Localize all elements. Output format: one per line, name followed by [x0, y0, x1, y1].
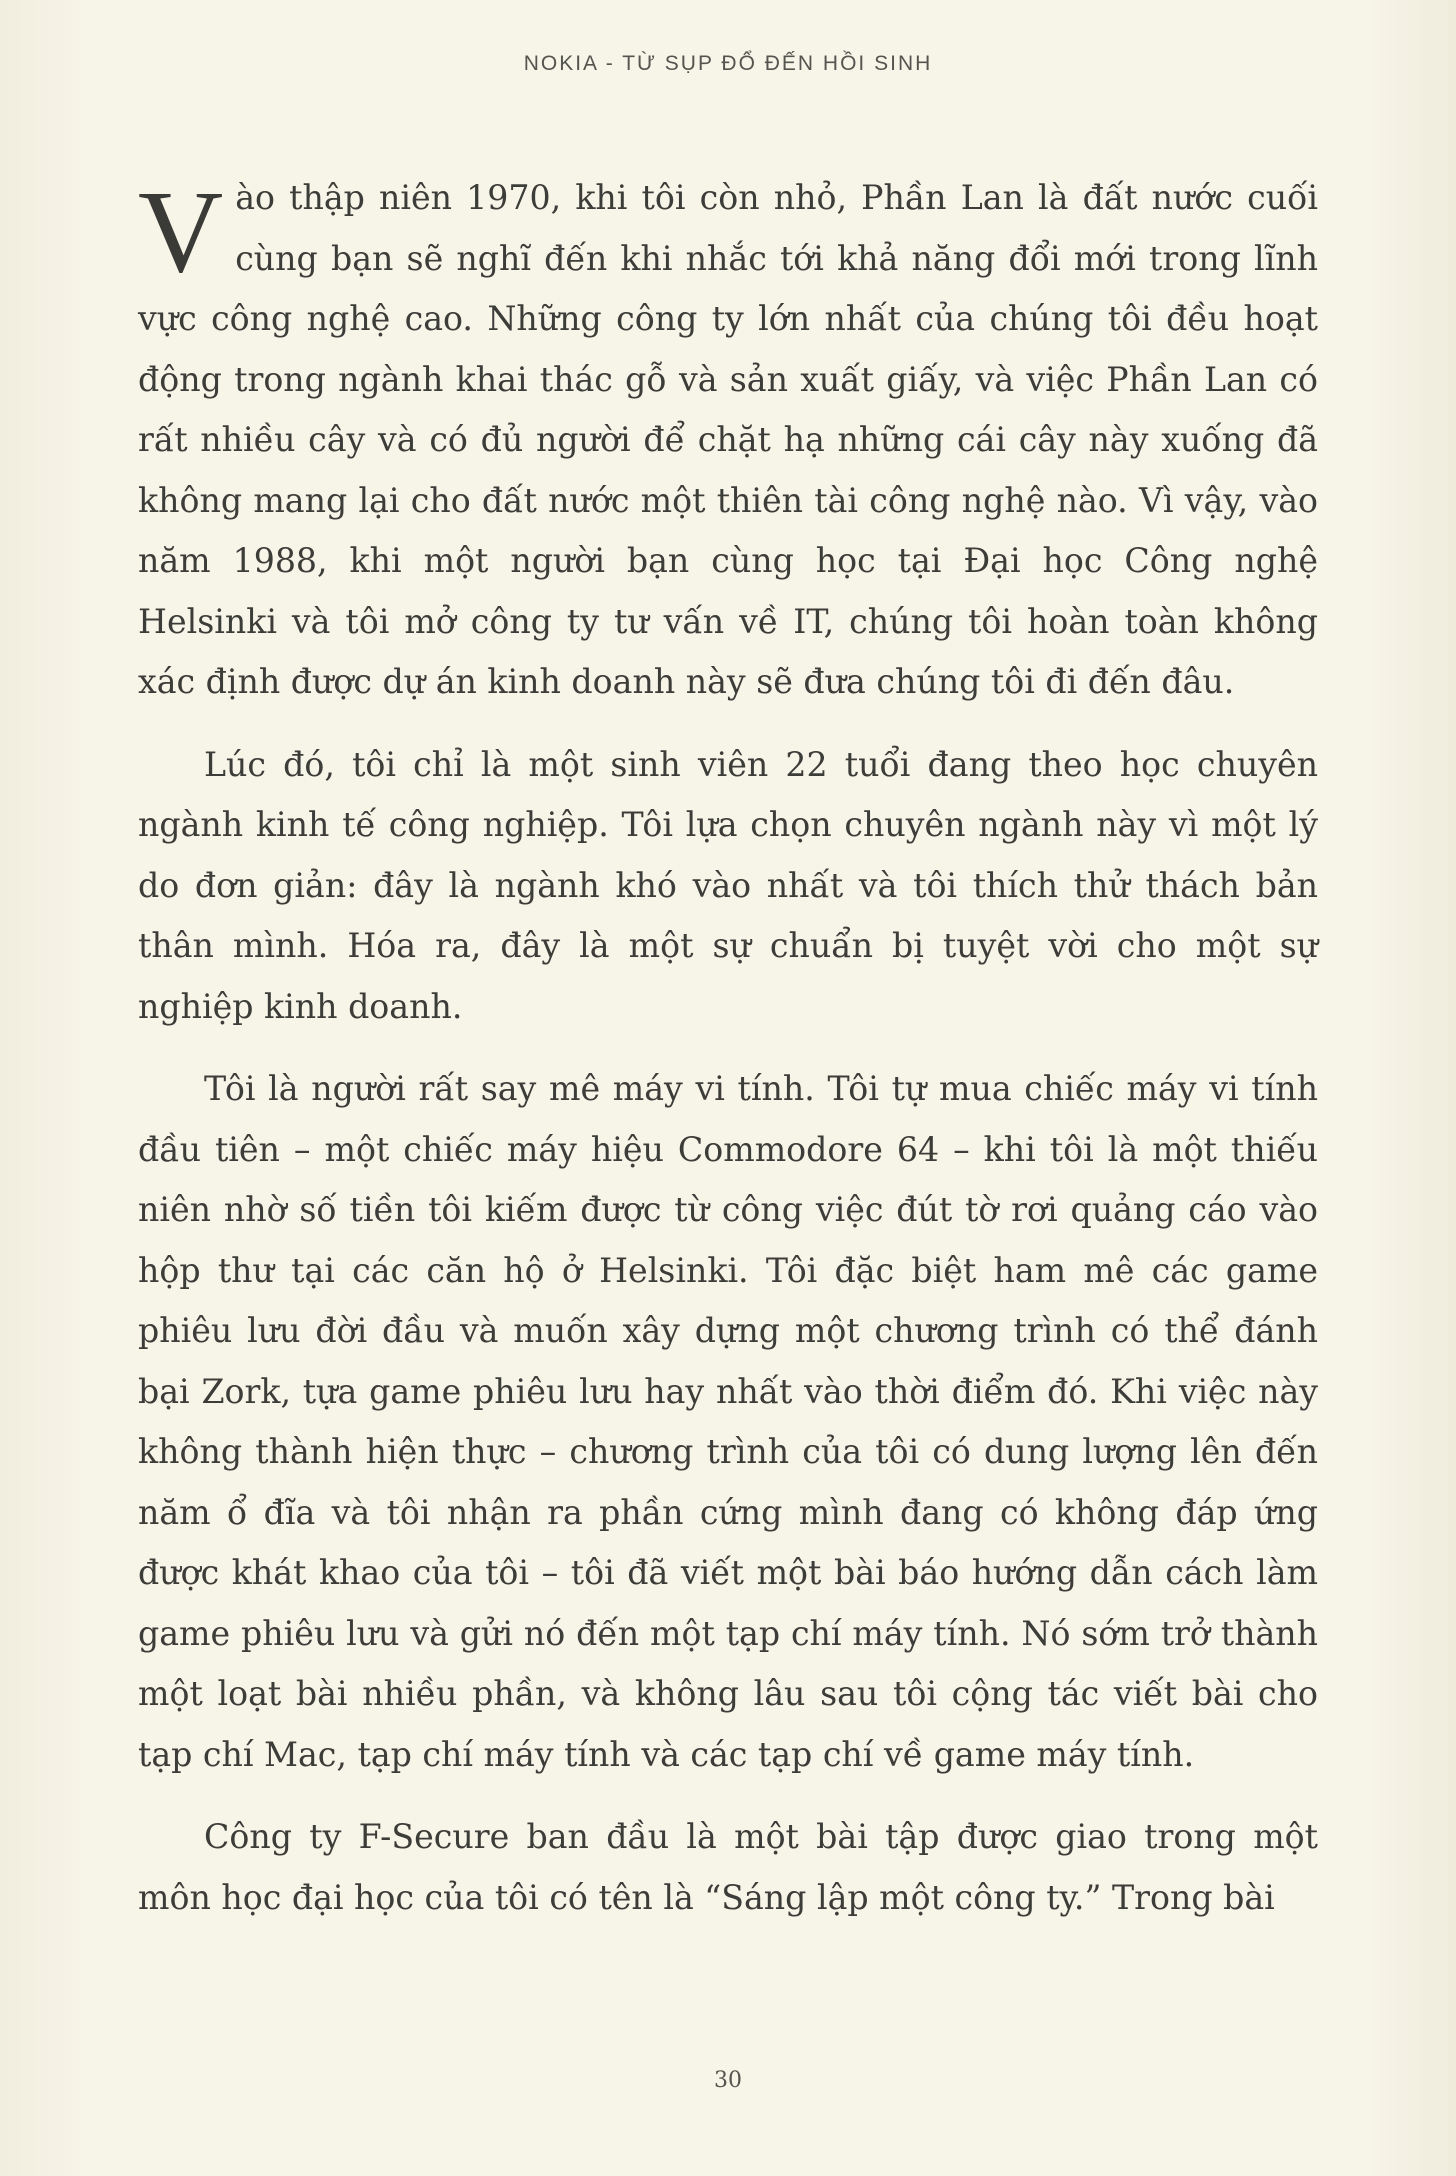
paragraph-4: Công ty F-Secure ban đầu là một bài tập được giao trong một môn học đại học của tôi có tên là “Sáng lập một công ty.” Trong bài — [138, 1817, 1318, 1917]
paragraph-2: Lúc đó, tôi chỉ là một sinh viên 22 tuổi đang theo học chuyên ngành kinh tế công nghiệp. Tôi lựa chọn chuyên ngành này vì một lý do đơn giản: đây là ngành khó vào nhất và tôi thích thử thách bản thân mình. Hóa ra, đây là một sự chuẩn bị tuyệt vời cho một sự nghiệp kinh doanh. — [138, 744, 1318, 1026]
drop-cap: V — [138, 166, 224, 297]
paragraph-3: Tôi là người rất say mê máy vi tính. Tôi tự mua chiếc máy vi tính đầu tiên – một chiếc máy hiệu Commodore 64 – khi tôi là một thiếu niên nhờ số tiền tôi kiếm được từ công việc đút tờ rơi quảng cáo vào hộp thư tại các căn hộ ở Helsinki. Tôi đặc biệt ham mê các game phiêu lưu đời đầu và muốn xây dựng một chương trình có thể đánh bại Zork, tựa game phiêu lưu hay nhất vào thời điểm đó. Khi việc này không thành hiện thực – chương trình của tôi có dung lượng lên đến năm ổ đĩa và tôi nhận ra phần cứng mình đang có không đáp ứng được khát khao của tôi – tôi đã viết một bài báo hướng dẫn cách làm game phiêu lưu và gửi nó đến một tạp chí máy tính. Nó sớm trở thành một loạt bài nhiều phần, và không lâu sau tôi cộng tác viết bài cho tạp chí Mac, tạp chí máy tính và các tạp chí về game máy tính. — [138, 1069, 1318, 1774]
running-header: NOKIA - TỪ SỤP ĐỔ ĐẾN HỒI SINH — [523, 52, 933, 75]
page-number: 30 — [714, 2068, 742, 2093]
body-text — [138, 168, 1318, 1950]
paragraph-1 — [138, 168, 1318, 713]
paragraph-1-text: ào thập niên 1970, khi tôi còn nhỏ, Phần Lan là đất nước cuối cùng bạn sẽ nghĩ đến khi nhắc tới khả năng đổi mới trong lĩnh vực công nghệ cao. Những công ty lớn nhất của chúng tôi đều hoạt động trong ngành khai thác gỗ và sản xuất giấy, và việc Phần Lan có rất nhiều cây và có đủ người để chặt hạ những cái cây này xuống đã không mang lại cho đất nước một thiên tài công nghệ nào. Vì vậy, vào năm 1988, khi một người bạn cùng học tại Đại học Công nghệ Helsinki và tôi mở công ty tư vấn về IT, chúng tôi hoàn toàn không xác định được dự án kinh doanh này sẽ đưa chúng tôi đi đến đâu. — [138, 178, 1318, 701]
